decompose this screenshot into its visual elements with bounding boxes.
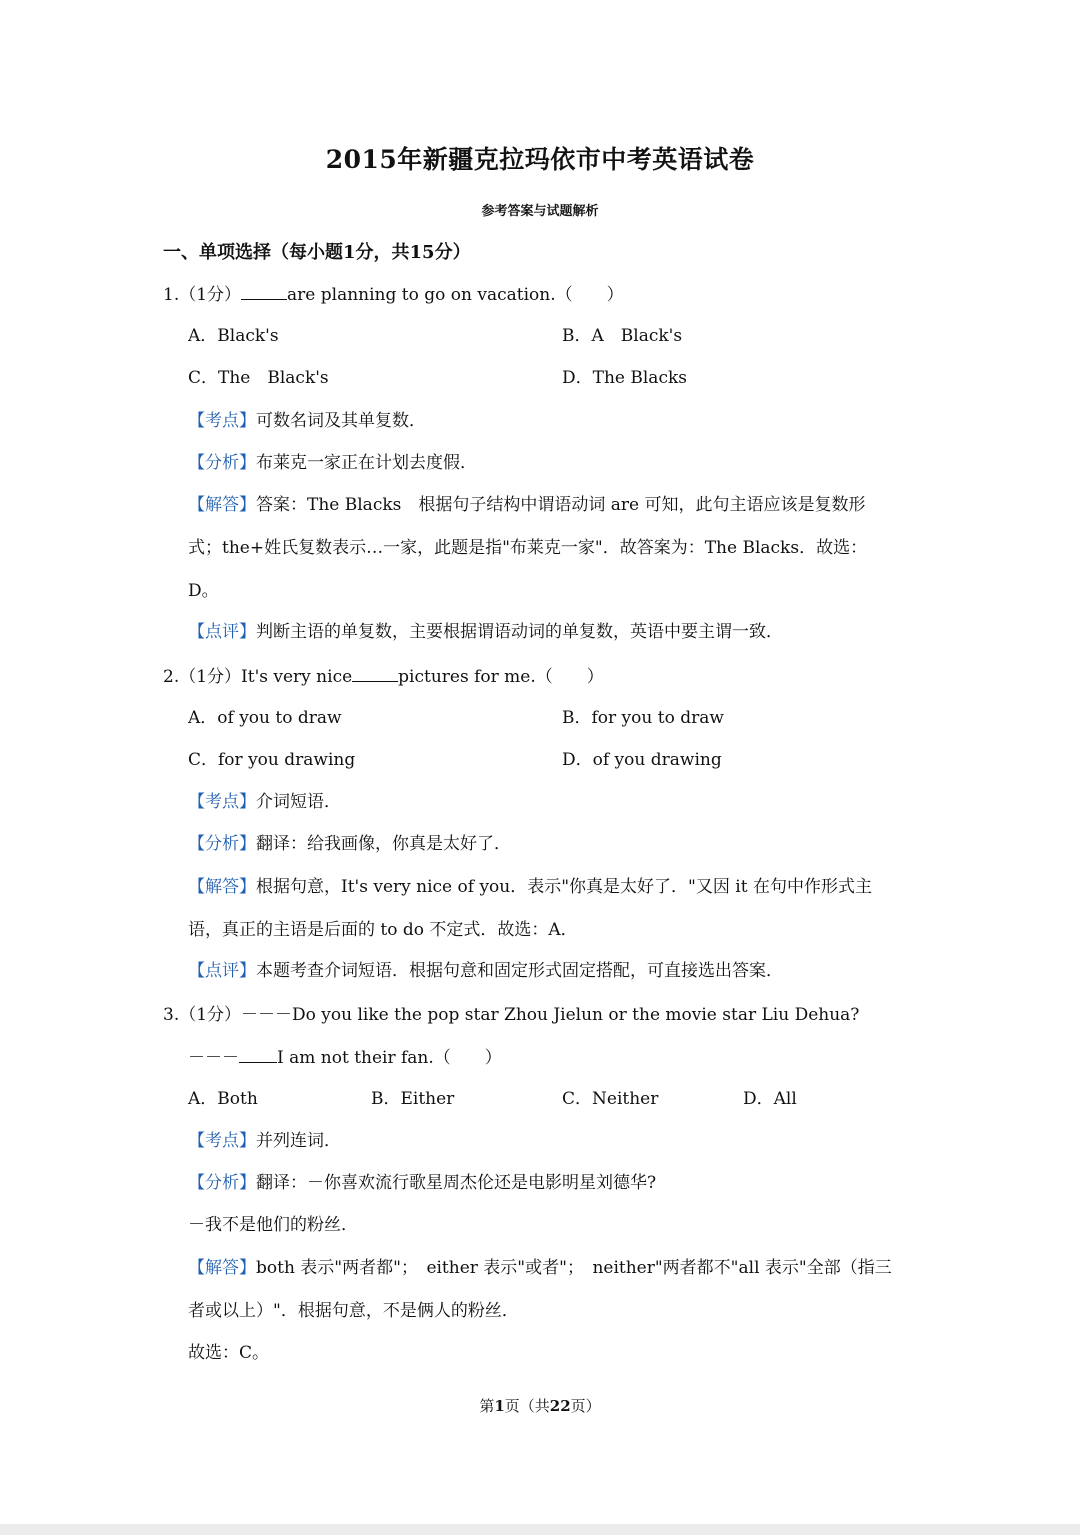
fenxi-tag: 【分析】: [188, 1173, 256, 1193]
q1-stem: [163, 283, 624, 306]
q1-jieda-line1: 答案：The Blacks 根据句子结构中谓语动词 are 可知，此句主语应该是复数形: [256, 495, 866, 515]
q1-jieda-line2: 式；the+姓氏复数表示…一家，此题是指"布莱克一家"．故答案为：The Blacks．故选：: [188, 538, 868, 558]
q3-option-b: B．Either: [371, 1089, 455, 1109]
q2-fenxi: [188, 833, 511, 855]
q1-jieda: [188, 494, 866, 516]
jieda-tag: 【解答】: [188, 877, 256, 897]
q3-line2-prefix: －－－: [188, 1048, 239, 1068]
q2-kaodian-text: 介词短语．: [256, 792, 341, 812]
q2-option-c: C．for you drawing: [188, 750, 356, 770]
q3-jieda-line3: 故选：C。: [188, 1343, 270, 1363]
q1-option-b: B．A Black's: [562, 326, 683, 346]
q1-stem-text: are planning to go on vacation.（ ）: [287, 285, 624, 305]
q3-kaodian: [188, 1130, 341, 1152]
page-number: 1: [494, 1397, 505, 1415]
q3-fenxi-text: 翻译：－你喜欢流行歌星周杰伦还是电影明星刘德华?: [256, 1173, 657, 1193]
q3-stem-line2: [188, 1046, 502, 1069]
jieda-tag: 【解答】: [188, 495, 256, 515]
footer-mid: 页（共: [504, 1397, 550, 1415]
q3-option-a: A．Both: [188, 1089, 258, 1109]
q2-option-d: D．of you drawing: [562, 750, 722, 770]
q1-fenxi: [188, 452, 477, 474]
q3-fenxi-line2: －我不是他们的粉丝．: [188, 1215, 358, 1235]
q3-jieda-line2: 者或以上）"．根据句意，不是俩人的粉丝．: [188, 1301, 519, 1321]
q2-stem: [163, 665, 604, 688]
q1-option-a: A．Black's: [188, 326, 279, 346]
q2-blank: [352, 665, 398, 682]
q3-blank: [239, 1046, 277, 1063]
q1-kaodian: [188, 410, 426, 432]
q3-jieda: [188, 1257, 892, 1279]
q3-jieda-line1: both 表示"两者都"； either 表示"或者"； neither"两者都不"all 表示"全部（指三: [256, 1258, 892, 1278]
q2-option-a: A．of you to draw: [188, 708, 342, 728]
kaodian-tag: 【考点】: [188, 1131, 256, 1151]
fenxi-tag: 【分析】: [188, 834, 256, 854]
page-footer: [0, 1395, 1080, 1416]
q3-option-d: D．All: [743, 1089, 797, 1109]
footer-pre: 第: [479, 1397, 495, 1415]
q2-jieda: [188, 876, 872, 898]
q1-option-c: C．The Black's: [188, 368, 329, 388]
q3-line2-text: I am not their fan.（ ）: [277, 1048, 502, 1068]
page-title: 2015年新疆克拉玛依市中考英语试卷: [325, 145, 755, 174]
page-subtitle: 参考答案与试题解析: [481, 204, 599, 219]
q3-fenxi: [188, 1172, 656, 1194]
q2-prefix: 2.（1分）It's very nice: [163, 667, 353, 687]
q2-dianping-text: 本题考查介词短语．根据句意和固定形式固定搭配，可直接选出答案．: [256, 961, 783, 981]
q2-kaodian: [188, 791, 341, 813]
q2-jieda-line1: 根据句意，It's very nice of you．表示"你真是太好了．"又因 it 在句中作形式主: [256, 877, 872, 897]
kaodian-tag: 【考点】: [188, 411, 256, 431]
jieda-tag: 【解答】: [188, 1258, 256, 1278]
q2-dianping: [188, 960, 783, 982]
q3-kaodian-text: 并列连词．: [256, 1131, 341, 1151]
q2-fenxi-text: 翻译：给我画像，你真是太好了．: [256, 834, 511, 854]
dianping-tag: 【点评】: [188, 961, 256, 981]
q2-jieda-line2: 语，真正的主语是后面的 to do 不定式．故选：A．: [188, 920, 578, 940]
q2-stem-text: pictures for me.（ ）: [398, 667, 604, 687]
q1-dianping: [188, 621, 783, 643]
page-total: 22: [549, 1397, 571, 1415]
q3-stem: 3.（1分）－－－Do you like the pop star Zhou Jielun or the movie star Liu Dehua?: [163, 1005, 860, 1025]
q1-option-d: D．The Blacks: [562, 368, 687, 388]
dianping-tag: 【点评】: [188, 622, 256, 642]
q1-jieda-line3: D。: [188, 581, 219, 601]
footer-post: 页）: [570, 1397, 601, 1415]
kaodian-tag: 【考点】: [188, 792, 256, 812]
q1-fenxi-text: 布莱克一家正在计划去度假．: [256, 453, 477, 473]
fenxi-tag: 【分析】: [188, 453, 256, 473]
q1-dianping-text: 判断主语的单复数，主要根据谓语动词的单复数，英语中要主谓一致．: [256, 622, 783, 642]
q3-option-c: C．Neither: [562, 1089, 659, 1109]
q1-blank: [241, 283, 287, 300]
q2-option-b: B．for you to draw: [562, 708, 724, 728]
q1-kaodian-text: 可数名词及其单复数．: [256, 411, 426, 431]
q1-prefix: 1.（1分）: [163, 285, 242, 305]
section-heading: 一、单项选择（每小题1分，共15分）: [163, 242, 471, 263]
